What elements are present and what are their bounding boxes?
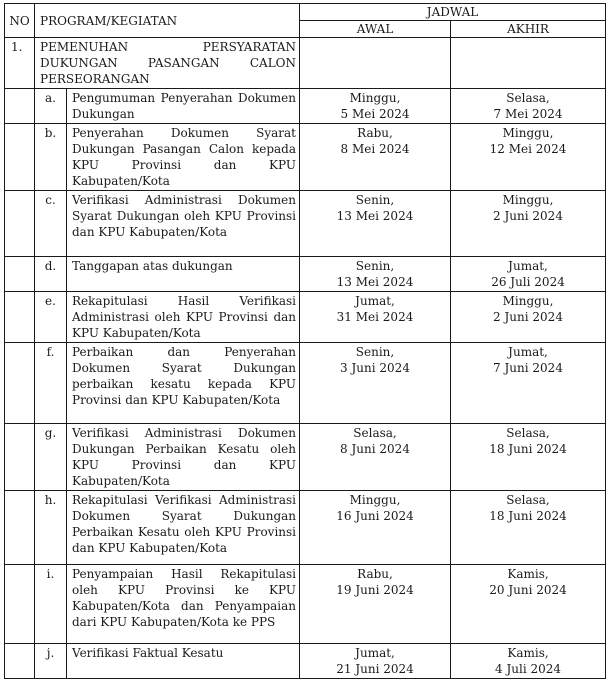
item-program: Perbaikan dan Penyerahan Dokumen Syarat Dukungan perbaikan kesatu kepada KPU Provinsi dan KPU Kabupaten/Kota (67, 343, 300, 424)
group-akhir-cell (451, 38, 606, 89)
awal-day: Rabu, (357, 567, 393, 581)
akhir-date: 4 Juli 2024 (495, 662, 562, 676)
akhir-day: Jumat, (508, 345, 548, 359)
column-header-akhir: AKHIR (451, 21, 606, 38)
awal-date: 8 Mei 2024 (340, 142, 410, 156)
column-header-awal: AWAL (300, 21, 451, 38)
column-header-jadwal: JADWAL (300, 4, 606, 21)
item-awal (300, 257, 451, 292)
akhir-date: 18 Juni 2024 (489, 442, 567, 456)
item-akhir (451, 89, 606, 124)
item-akhir (451, 343, 606, 424)
schedule-row-g (5, 424, 606, 491)
awal-date: 13 Mei 2024 (336, 209, 414, 223)
item-program: Verifikasi Administrasi Dokumen Syarat Dukungan oleh KPU Provinsi dan KPU Kabupaten/Kota (67, 191, 300, 257)
column-header-no: NO (5, 4, 35, 38)
column-header-program: PROGRAM/KEGIATAN (35, 4, 300, 38)
akhir-day: Selasa, (506, 493, 550, 507)
group-awal-cell (300, 38, 451, 89)
item-awal (300, 343, 451, 424)
item-letter: f. (35, 343, 67, 424)
awal-day: Senin, (355, 259, 395, 273)
awal-date: 21 Juni 2024 (336, 662, 414, 676)
item-program: Tanggapan atas dukungan (67, 257, 300, 292)
awal-day: Senin, (355, 345, 395, 359)
item-program: Pengumuman Penyerahan Dokumen Dukungan (67, 89, 300, 124)
item-awal (300, 191, 451, 257)
akhir-date: 7 Juni 2024 (493, 361, 563, 375)
item-akhir (451, 191, 606, 257)
item-awal (300, 89, 451, 124)
item-letter: c. (35, 191, 67, 257)
akhir-date: 2 Juni 2024 (493, 310, 563, 324)
no-cell (5, 257, 35, 292)
schedule-row-b (5, 124, 606, 191)
schedule-row-a (5, 89, 606, 124)
item-letter: g. (35, 424, 67, 491)
akhir-day: Kamis, (507, 646, 549, 660)
item-program: Verifikasi Administrasi Dokumen Dukungan Perbaikan Kesatu oleh KPU Provinsi dan KPU Kabupaten/Kota (67, 424, 300, 491)
table-header (5, 4, 606, 38)
item-letter: a. (35, 89, 67, 124)
item-akhir (451, 491, 606, 565)
item-awal (300, 424, 451, 491)
awal-date: 3 Juni 2024 (340, 361, 410, 375)
schedule-row-e (5, 292, 606, 343)
item-awal (300, 565, 451, 644)
akhir-day: Kamis, (507, 567, 549, 581)
awal-date: 16 Juni 2024 (336, 509, 414, 523)
item-awal (300, 292, 451, 343)
no-cell (5, 424, 35, 491)
awal-day: Senin, (355, 193, 395, 207)
item-program: Rekapitulasi Hasil Verifikasi Administrasi oleh KPU Provinsi dan KPU Kabupaten/Kota (67, 292, 300, 343)
item-awal (300, 124, 451, 191)
item-program: Verifikasi Faktual Kesatu (67, 644, 300, 679)
group-number: 1. (5, 38, 35, 89)
akhir-date: 7 Mei 2024 (493, 107, 563, 121)
item-awal (300, 644, 451, 679)
no-cell (5, 565, 35, 644)
header-row-1 (5, 4, 606, 21)
schedule-table (4, 3, 606, 679)
no-cell (5, 491, 35, 565)
item-program: Penyerahan Dokumen Syarat Dukungan Pasangan Calon kepada KPU Provinsi dan KPU Kabupaten/Kota (67, 124, 300, 191)
schedule-row-d (5, 257, 606, 292)
schedule-row-h (5, 491, 606, 565)
awal-day: Selasa, (353, 426, 397, 440)
akhir-date: 18 Juni 2024 (489, 509, 567, 523)
awal-date: 19 Juni 2024 (336, 583, 414, 597)
item-program: Penyampaian Hasil Rekapitulasi oleh KPU Provinsi ke KPU Kabupaten/Kota dan Penyampaian dari KPU Kabupaten/Kota ke PPS (67, 565, 300, 644)
akhir-day: Minggu, (502, 294, 554, 308)
item-letter: e. (35, 292, 67, 343)
item-akhir (451, 424, 606, 491)
item-program: Rekapitulasi Verifikasi Administrasi Dokumen Syarat Dukungan Perbaikan Kesatu oleh KPU Provinsi dan KPU Kabupaten/Kota (67, 491, 300, 565)
item-akhir (451, 644, 606, 679)
item-akhir (451, 292, 606, 343)
item-letter: j. (35, 644, 67, 679)
item-letter: h. (35, 491, 67, 565)
akhir-date: 12 Mei 2024 (489, 142, 567, 156)
group-title: PEMENUHAN PERSYARATAN DUKUNGAN PASANGAN CALON PERSEORANGAN (35, 38, 300, 89)
akhir-day: Minggu, (502, 126, 554, 140)
schedule-row-j (5, 644, 606, 679)
akhir-day: Minggu, (502, 193, 554, 207)
schedule-row-f (5, 343, 606, 424)
akhir-day: Selasa, (506, 426, 550, 440)
akhir-date: 26 Juli 2024 (491, 275, 565, 289)
awal-date: 31 Mei 2024 (336, 310, 414, 324)
akhir-date: 2 Juni 2024 (493, 209, 563, 223)
item-akhir (451, 257, 606, 292)
awal-day: Rabu, (357, 126, 393, 140)
awal-day: Minggu, (349, 493, 401, 507)
no-cell (5, 191, 35, 257)
item-akhir (451, 565, 606, 644)
no-cell (5, 343, 35, 424)
akhir-date: 20 Juni 2024 (489, 583, 567, 597)
item-letter: d. (35, 257, 67, 292)
awal-day: Minggu, (349, 91, 401, 105)
item-letter: i. (35, 565, 67, 644)
group-row (5, 38, 606, 89)
item-awal (300, 491, 451, 565)
akhir-day: Selasa, (506, 91, 550, 105)
item-letter: b. (35, 124, 67, 191)
awal-date: 5 Mei 2024 (340, 107, 410, 121)
awal-date: 8 Juni 2024 (340, 442, 410, 456)
akhir-day: Jumat, (508, 259, 548, 273)
awal-day: Jumat, (355, 646, 395, 660)
awal-date: 13 Mei 2024 (336, 275, 414, 289)
item-akhir (451, 124, 606, 191)
no-cell (5, 89, 35, 124)
table-body (5, 38, 606, 679)
schedule-row-c (5, 191, 606, 257)
no-cell (5, 124, 35, 191)
awal-day: Jumat, (355, 294, 395, 308)
no-cell (5, 292, 35, 343)
no-cell (5, 644, 35, 679)
schedule-row-i (5, 565, 606, 644)
